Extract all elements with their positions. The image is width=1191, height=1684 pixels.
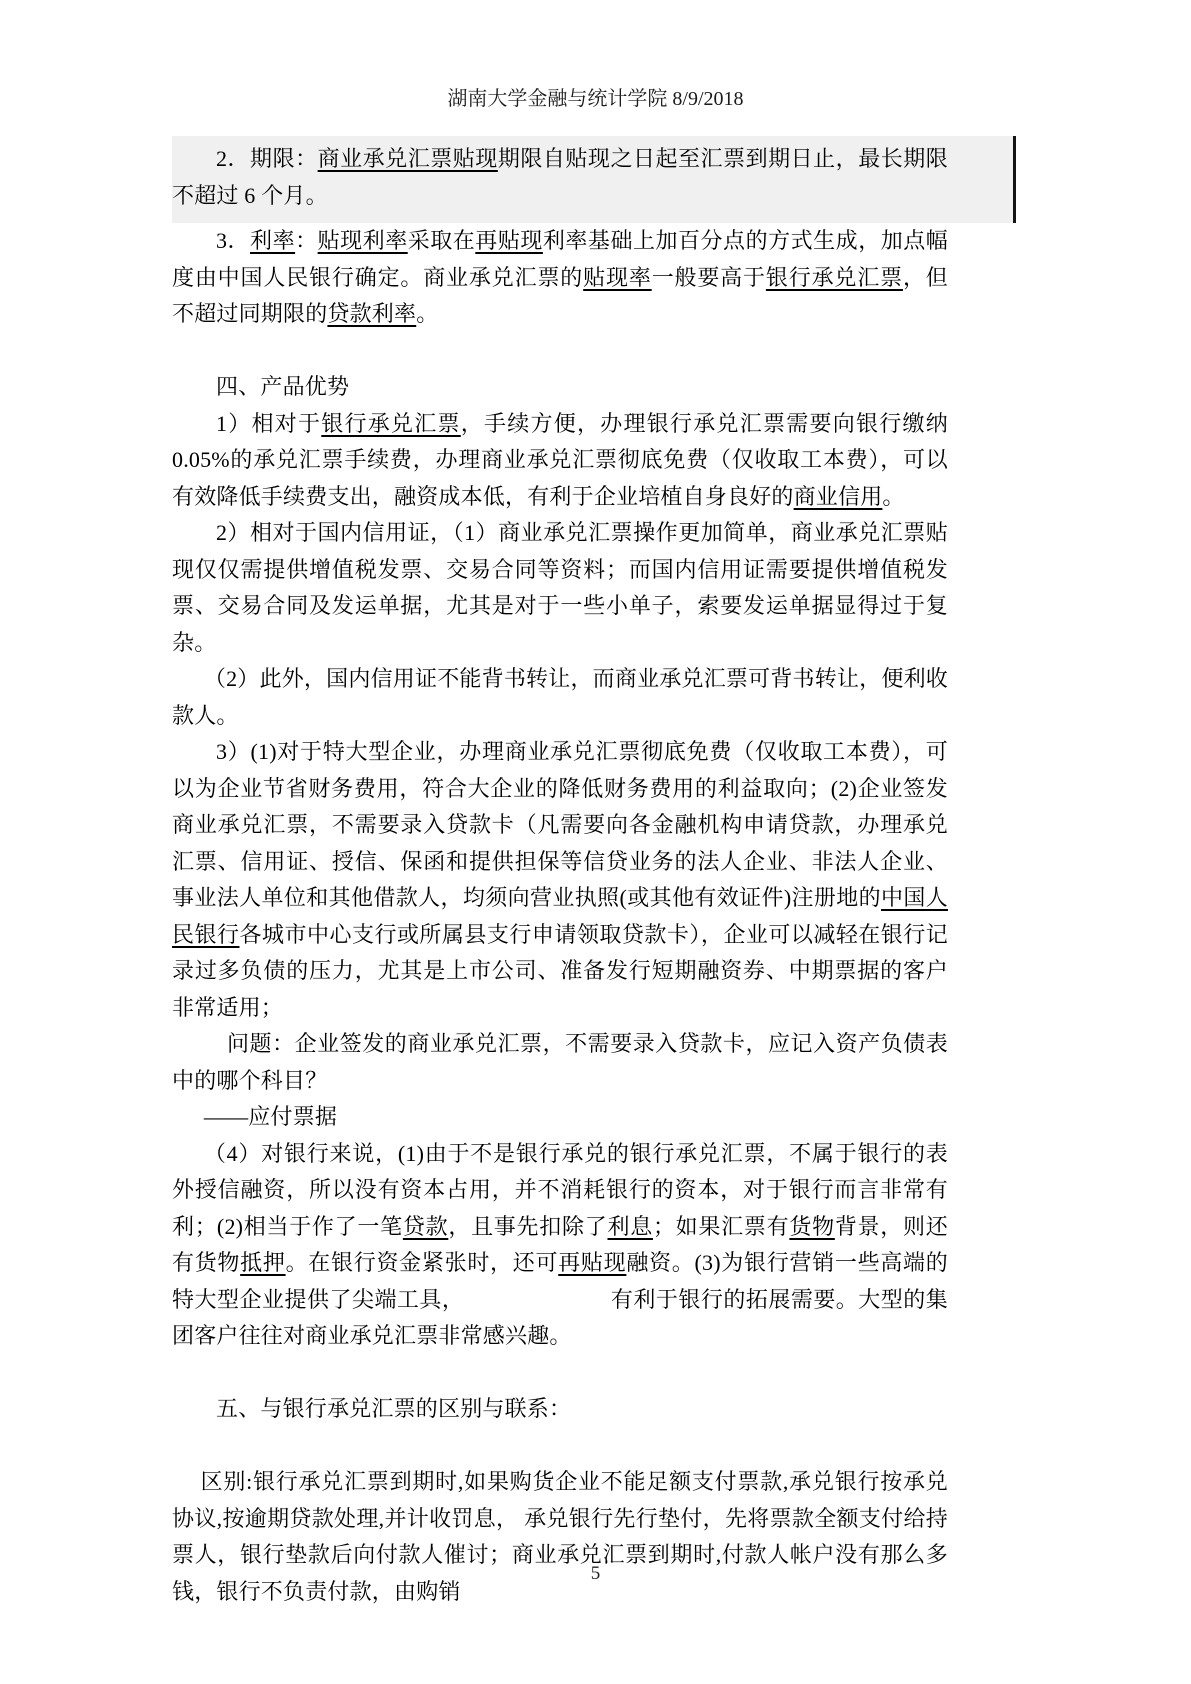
section-heading-4: 四、产品优势 bbox=[216, 374, 350, 399]
paragraph-answer bbox=[172, 1099, 948, 1136]
blank-line bbox=[172, 333, 948, 370]
underlined-text: 抵押 bbox=[240, 1250, 286, 1275]
document-body bbox=[172, 136, 948, 1610]
underlined-text: 利率 bbox=[250, 228, 296, 253]
text-run: 采取在 bbox=[407, 228, 476, 253]
underlined-text: 贷款利率 bbox=[327, 301, 417, 326]
underlined-text: 贷款 bbox=[402, 1213, 449, 1239]
underlined-text: 银行承兑汇票 bbox=[765, 264, 903, 290]
paragraph-rate bbox=[172, 223, 948, 333]
underlined-text: 中国人民银行 bbox=[172, 885, 948, 947]
blank-line bbox=[172, 1355, 948, 1392]
text-run: 。在银行资金紧张时，还可 bbox=[285, 1250, 559, 1275]
text-run: ，且事先扣除了 bbox=[448, 1213, 608, 1239]
text-run: 各城市中心支行或所属县支行申请领取贷款卡），企业可以减轻在银行记录过多负债的压力，尤其是上市公司、准备发行短期融资券、中期票据的客户非常适用； bbox=[172, 921, 948, 1020]
text-run: 。 bbox=[416, 301, 439, 326]
underlined-text: 再贴现 bbox=[558, 1250, 627, 1275]
paragraph-question bbox=[172, 1026, 948, 1099]
text-run: 期限自贴现之日起至汇票到期日止，最长期限不超过 6 个月。 bbox=[172, 146, 948, 208]
paragraph-advantage-2 bbox=[172, 515, 948, 661]
text-run: ： bbox=[295, 228, 318, 253]
paragraph-difference bbox=[172, 1464, 948, 1610]
underlined-text: 商业信用 bbox=[793, 483, 883, 509]
text-run: ，手续方便，办理银行承兑汇票需要向银行缴纳 0.05%的承兑汇票手续费，办理商业承兑汇票彻底免费（仅收取工本费），可以有效降低手续费支出，融资成本低，有利于企业培植自身良好的 bbox=[172, 410, 949, 509]
underlined-text: 商业承兑汇票贴现 bbox=[317, 146, 498, 171]
paragraph-advantage-2b bbox=[172, 661, 948, 734]
text-run: 区别:银行承兑汇票到期时,如果购货企业不能足额支付票款,承兑银行按承兑协议,按逾期贷款处理,并计收罚息， 承兑银行先行垫付，先将票款全额支付给持票人，银行垫款后向付款人催讨；商业承兑汇票到期时,付款人帐户没有那么多钱，银行不负责付款，由购销 bbox=[172, 1469, 948, 1604]
underlined-text: 银行承兑汇票 bbox=[321, 410, 461, 436]
text-run: 3． bbox=[216, 228, 251, 253]
text-run: 背景，则还有货物 bbox=[172, 1213, 948, 1275]
underlined-text: 贴现率 bbox=[583, 264, 652, 290]
text-run: 融资。(3)为银行营销一些高端的特大型企业提供了尖端工具， 有利于银行的拓展需要。大型的集团客户往往对商业承兑汇票非常感兴趣。 bbox=[172, 1250, 948, 1348]
text-run: （2）此外，国内信用证不能背书转让，而商业承兑汇票可背书转让，便利收款人。 bbox=[172, 666, 948, 728]
text-run: ——应付票据 bbox=[203, 1104, 338, 1129]
underlined-text: 利息 bbox=[607, 1213, 653, 1239]
text-run: 利率基础上加百分点的方式生成，加点幅度由中国人民银行确定。商业承兑汇票的 bbox=[172, 228, 948, 290]
text-run: （4）对银行来说，(1)由于不是银行承兑的银行承兑汇票，不属于银行的表外授信融资，所以没有资本占用，并不消耗银行的资本，对于银行而言非常有利；(2)相当于作了一笔 bbox=[172, 1140, 948, 1239]
text-run: 2）相对于国内信用证，（1）商业承兑汇票操作更加简单，商业承兑汇票贴现仅仅需提供增值税发票、交易合同等资料；而国内信用证需要提供增值税发票、交易合同及发运单据，尤其是对于一些小单子，索要发运单据显得过于复杂。 bbox=[172, 520, 948, 655]
blank-line bbox=[172, 1428, 948, 1465]
underlined-text: 贴现利率 bbox=[317, 228, 408, 253]
text-run: 3）(1)对于特大型企业，办理商业承兑汇票彻底免费（仅收取工本费），可以为企业节省财务费用，符合大企业的降低财务费用的利益取向；(2)企业签发商业承兑汇票，不需要录入贷款卡（凡需要向各金融机构申请贷款，办理承兑汇票、信用证、授信、保函和提供担保等信贷业务的法人企业、非法人企业、事业法人单位和其他借款人，均须向营业执照(或其他有效证件)注册地的 bbox=[172, 739, 948, 910]
text-run: 问题：企业签发的商业承兑汇票，不需要录入贷款卡，应记入资产负债表中的哪个科目？ bbox=[172, 1031, 948, 1093]
page-header: 湖南大学金融与统计学院 8/9/2018 bbox=[447, 88, 744, 110]
text-run: 一般要高于 bbox=[651, 264, 766, 290]
underlined-text: 再贴现 bbox=[475, 228, 543, 253]
text-run: ，但不超过同期限的 bbox=[172, 264, 949, 326]
underlined-text: 货物 bbox=[789, 1213, 835, 1239]
section-heading-5: 五、与银行承兑汇票的区别与联系： bbox=[216, 1396, 572, 1421]
text-run: 1）相对于 bbox=[216, 410, 322, 436]
text-run: 。 bbox=[882, 483, 905, 509]
paragraph-advantage-3 bbox=[172, 734, 948, 1026]
page-number: 5 bbox=[590, 1563, 601, 1584]
text-run: 2．期限： bbox=[216, 146, 318, 171]
highlighted-paragraph bbox=[172, 136, 1016, 223]
paragraph-advantage-1 bbox=[172, 406, 948, 516]
paragraph-advantage-4 bbox=[172, 1136, 948, 1355]
text-run: ；如果汇票有 bbox=[652, 1213, 790, 1239]
